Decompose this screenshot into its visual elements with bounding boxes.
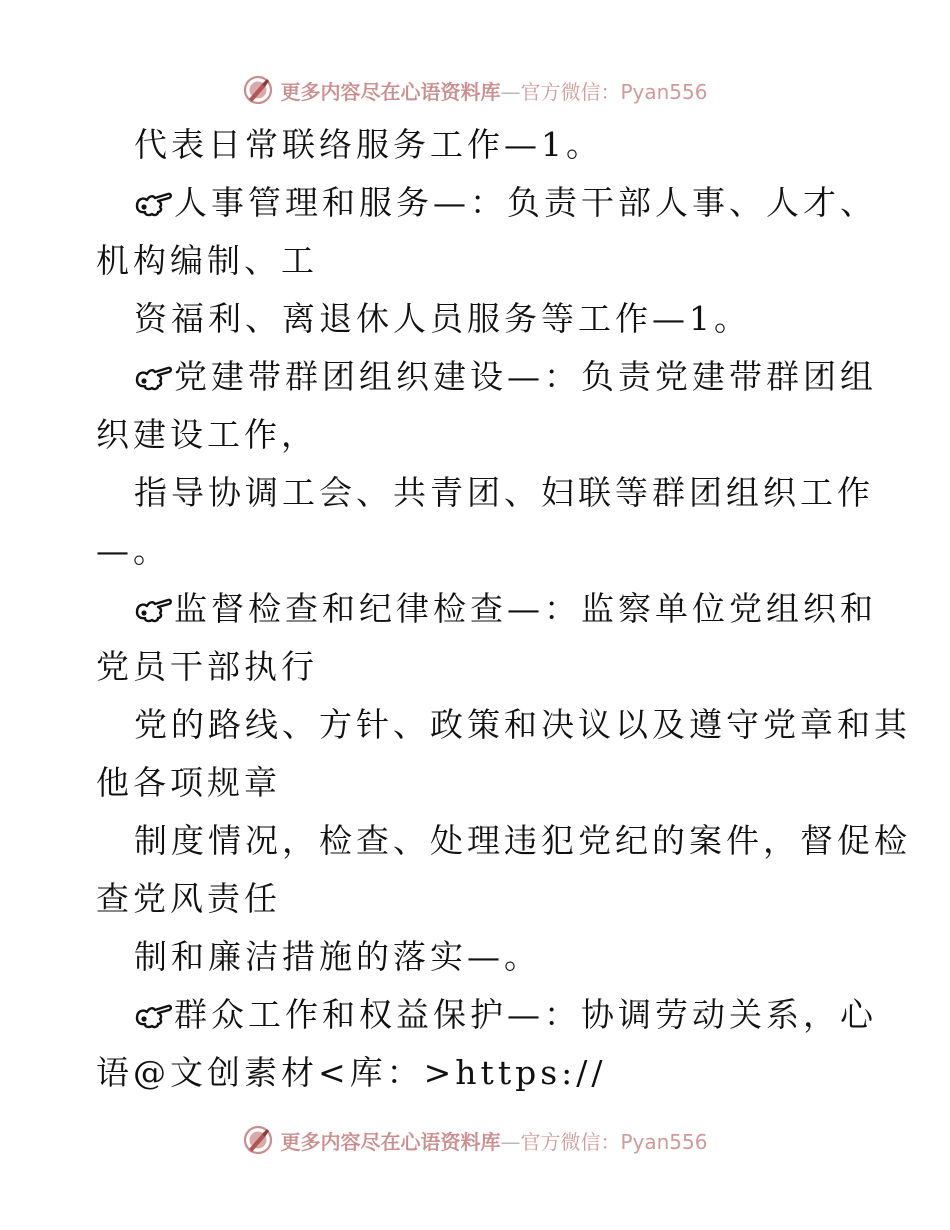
text-line bbox=[96, 464, 874, 522]
hand-pointing-icon bbox=[134, 990, 174, 1020]
text-line bbox=[96, 522, 866, 580]
text-line bbox=[96, 1044, 866, 1102]
watermark-text bbox=[280, 76, 707, 105]
text-line bbox=[96, 638, 866, 696]
text-line-content: 代表日常联络服务工作—1。 bbox=[134, 125, 603, 164]
text-line-content: 机构编制、工 bbox=[96, 241, 318, 280]
hand-pointing-icon bbox=[134, 352, 174, 382]
text-line-content: 他各项规章 bbox=[96, 763, 281, 802]
text-line-content: 语@文创素材<库：>https:// bbox=[96, 1053, 607, 1092]
text-line bbox=[96, 812, 911, 870]
text-line-content: 党建带群团组织建设—：负责党建带群团组 bbox=[174, 357, 877, 396]
text-line-content: 党的路线、方针、政策和决议以及遵守党章和其 bbox=[134, 705, 911, 744]
text-line-content: 监督检查和纪律检查—：监察单位党组织和 bbox=[174, 589, 877, 628]
text-line bbox=[96, 290, 866, 348]
text-line-content: 党员干部执行 bbox=[96, 647, 318, 686]
text-line bbox=[96, 870, 866, 928]
text-line bbox=[96, 986, 877, 1044]
header-watermark bbox=[0, 70, 950, 110]
text-line-content: 织建设工作， bbox=[96, 415, 318, 454]
text-line-content: 群众工作和权益保护—：协调劳动关系，心 bbox=[174, 995, 877, 1034]
watermark-separator: — bbox=[500, 79, 521, 104]
text-line bbox=[96, 580, 877, 638]
watermark-text bbox=[280, 1126, 707, 1155]
text-line bbox=[96, 348, 877, 406]
text-line-content: 指导协调工会、共青团、妇联等群团组织工作 bbox=[134, 473, 874, 512]
watermark-main-text: 更多内容尽在心语资料库 bbox=[280, 1129, 501, 1154]
text-line-content: 制度情况，检查、处理违犯党纪的案件，督促检 bbox=[134, 821, 911, 860]
hand-pointing-icon bbox=[134, 178, 174, 208]
pen-nib-seal-icon bbox=[242, 74, 274, 106]
pen-nib-seal-icon bbox=[242, 1124, 274, 1156]
text-line-content: 查党风责任 bbox=[96, 879, 281, 918]
watermark-separator: — bbox=[500, 1129, 521, 1154]
text-line bbox=[96, 174, 877, 232]
text-line-content: 人事管理和服务—：负责干部人事、人才、 bbox=[174, 183, 877, 222]
text-line bbox=[96, 928, 866, 986]
text-line bbox=[96, 406, 866, 464]
hand-pointing-icon bbox=[134, 584, 174, 614]
watermark-account-text: 官方微信：Pyan556 bbox=[520, 1129, 708, 1154]
text-line bbox=[96, 232, 866, 290]
text-line bbox=[96, 696, 911, 754]
watermark-main-text: 更多内容尽在心语资料库 bbox=[280, 79, 501, 104]
text-line-content: —。 bbox=[96, 531, 170, 570]
text-line bbox=[96, 116, 866, 174]
text-line bbox=[96, 754, 866, 812]
text-line-content: 制和廉洁措施的落实—。 bbox=[134, 937, 541, 976]
watermark-account-text: 官方微信：Pyan556 bbox=[520, 79, 708, 104]
text-line-content: 资福利、离退休人员服务等工作—1。 bbox=[134, 299, 751, 338]
document-body bbox=[96, 116, 911, 1102]
footer-watermark bbox=[0, 1120, 950, 1160]
